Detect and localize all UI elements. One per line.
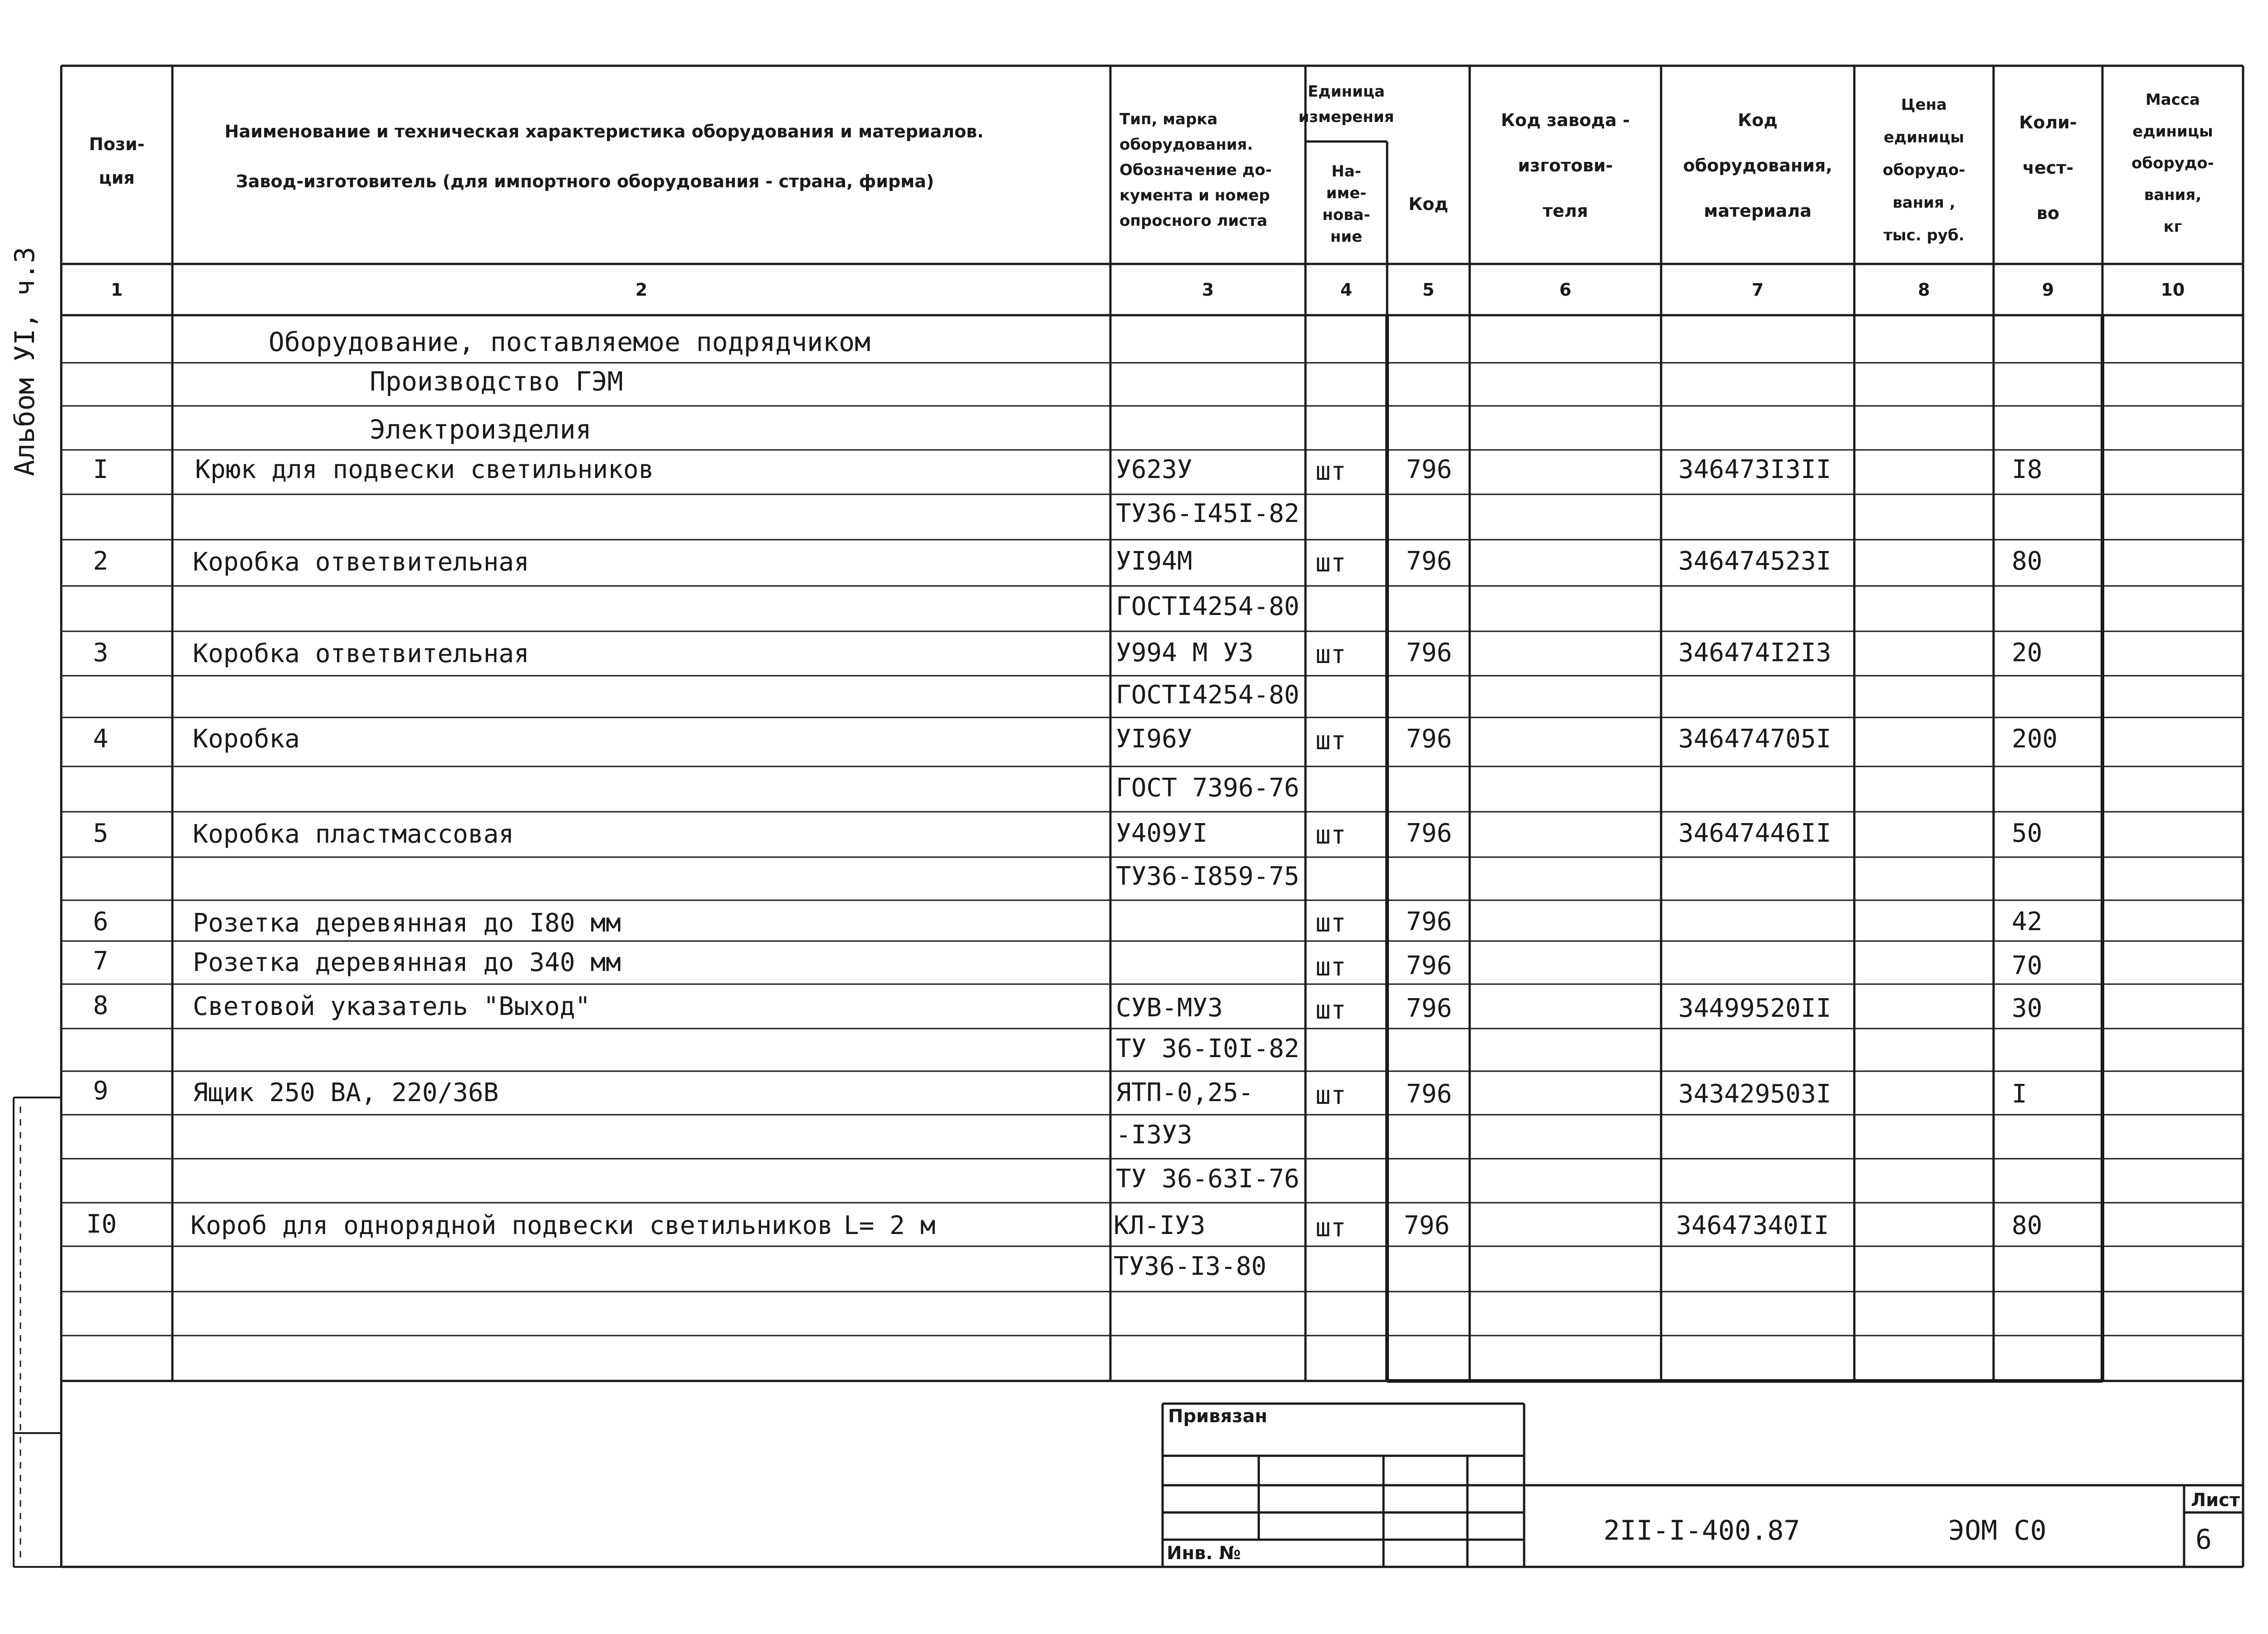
row-9-type: ЯТП-0,25- — [1116, 1078, 1254, 1107]
row-9-qty: I — [2012, 1079, 2027, 1109]
row-2-unit-code: 796 — [1406, 546, 1452, 576]
row-1-type-doc: ТУ36-I45I-82 — [1116, 499, 1300, 528]
row-1-position: I — [93, 455, 108, 484]
header-unit-name: На- име- нова- ние — [1322, 162, 1370, 246]
row-10-qty: 80 — [2012, 1211, 2043, 1240]
document-mark: ЭОМ С0 — [1948, 1515, 2047, 1546]
sheet-label: Лист — [2191, 1490, 2240, 1511]
colnum-5: 5 — [1422, 279, 1435, 300]
row-10-type-doc: ТУ36-I3-80 — [1114, 1252, 1267, 1281]
row-7-position: 7 — [93, 946, 108, 976]
row-4-name: Коробка — [193, 724, 300, 754]
row-6-qty: 42 — [2012, 907, 2043, 937]
row-4-code: 346474705I — [1678, 724, 1832, 754]
row-2-name: Коробка ответвительная — [193, 547, 529, 577]
row-3-code: 346474I2I3 — [1678, 638, 1832, 668]
row-5-type: У409УI — [1116, 819, 1208, 848]
row-8-position: 8 — [93, 991, 108, 1020]
row-4-type: УI96У — [1116, 724, 1193, 754]
colnum-10: 10 — [2160, 279, 2185, 300]
row-3-type: У994 М УЗ — [1116, 638, 1254, 668]
colnum-6: 6 — [1559, 279, 1572, 300]
row-7-name: Розетка деревянная до 340 мм — [193, 948, 621, 977]
row-7-unit: шт — [1315, 952, 1346, 982]
row-5-type-doc: ТУ36-I859-75 — [1116, 862, 1300, 891]
row-9-code: 343429503I — [1678, 1079, 1832, 1109]
row-9-type-cont: -I3УЗ — [1116, 1120, 1193, 1150]
row-1-code: 346473I3II — [1678, 455, 1832, 484]
row-2-unit: шт — [1315, 548, 1346, 578]
colnum-9: 9 — [2042, 279, 2054, 300]
colnum-1: 1 — [111, 279, 123, 300]
row-2-type-doc: ГОСТI4254-80 — [1116, 592, 1300, 621]
row-10-length: L= 2 м — [844, 1211, 936, 1240]
row-9-unit-code: 796 — [1406, 1079, 1452, 1109]
album-side-label: Альбом УI, ч.3 — [9, 247, 41, 476]
row-5-qty: 50 — [2012, 819, 2043, 848]
row-6-unit-code: 796 — [1406, 907, 1452, 937]
row-10-code: 34647340II — [1676, 1211, 1829, 1240]
row-5-name: Коробка пластмассовая — [193, 819, 514, 849]
row-1-name: Крюк для подвески светильников — [195, 455, 654, 484]
header-unit-code: Код — [1408, 194, 1448, 214]
row-1-unit-code: 796 — [1406, 455, 1452, 484]
row-9-unit: шт — [1315, 1081, 1346, 1110]
colnum-8: 8 — [1918, 279, 1930, 300]
row-4-unit: шт — [1315, 726, 1346, 756]
row-10-position: I0 — [86, 1210, 117, 1239]
section-production: Производство ГЭМ — [370, 366, 623, 397]
row-3-type-doc: ГОСТI4254-80 — [1116, 680, 1300, 710]
row-10-unit: шт — [1315, 1213, 1346, 1243]
row-8-code: 34499520II — [1678, 994, 1832, 1023]
row-3-unit-code: 796 — [1406, 638, 1452, 668]
row-2-qty: 80 — [2012, 546, 2043, 576]
row-3-unit: шт — [1315, 640, 1346, 669]
inventory-number-label: Инв. № — [1167, 1543, 1241, 1564]
bound-label: Привязан — [1168, 1406, 1268, 1427]
header-position: Пози- ция — [89, 134, 145, 188]
row-8-unit: шт — [1315, 995, 1346, 1025]
row-3-position: 3 — [93, 638, 108, 668]
row-4-type-doc: ГОСТ 7396-76 — [1116, 773, 1300, 803]
row-9-position: 9 — [93, 1076, 108, 1106]
document-code: 2II-I-400.87 — [1603, 1515, 1800, 1546]
header-factory-code: Код завода - изготови- теля — [1501, 110, 1630, 221]
header-quantity: Коли- чест- во — [2019, 112, 2077, 223]
row-1-qty: I8 — [2012, 455, 2043, 484]
row-10-name: Короб для однорядной подвески светильников — [191, 1211, 833, 1240]
colnum-3: 3 — [1202, 279, 1214, 300]
row-6-name: Розетка деревянная до I80 мм — [193, 908, 621, 938]
row-10-unit-code: 796 — [1404, 1211, 1450, 1240]
row-8-type-doc: ТУ 36-I0I-82 — [1116, 1034, 1300, 1063]
row-8-type: СУВ-МУЗ — [1116, 993, 1223, 1023]
row-7-unit-code: 796 — [1406, 951, 1452, 980]
header-type: Тип, марка оборудования. Обозначение до- кумента и номер опросного листа — [1119, 110, 1272, 230]
section-electrical: Электроизделия — [370, 414, 591, 445]
row-1-type: У623У — [1116, 455, 1193, 484]
row-8-unit-code: 796 — [1406, 994, 1452, 1023]
header-unit-group: Единица измерения — [1298, 83, 1394, 126]
row-4-position: 4 — [93, 724, 108, 754]
sheet-number: 6 — [2195, 1524, 2212, 1556]
row-8-name: Световой указатель "Выход" — [193, 992, 591, 1021]
colnum-7: 7 — [1751, 279, 1764, 300]
row-2-position: 2 — [93, 546, 108, 576]
row-5-code: 34647446II — [1678, 819, 1832, 848]
section-supplier: Оборудование, поставляемое подрядчиком — [269, 327, 870, 357]
header-name-line2: Завод-изготовитель (для импортного оборудования - страна, фирма) — [236, 171, 934, 191]
header-price: Цена единицы оборудо- вания , тыс. руб. — [1882, 96, 1965, 244]
row-7-qty: 70 — [2012, 951, 2043, 980]
row-2-code: 346474523I — [1678, 546, 1832, 576]
colnum-4: 4 — [1340, 279, 1353, 300]
row-3-qty: 20 — [2012, 638, 2043, 668]
header-equipment-code: Код оборудования, материала — [1683, 110, 1833, 221]
row-8-qty: 30 — [2012, 994, 2043, 1023]
row-5-unit-code: 796 — [1406, 819, 1452, 848]
row-6-unit: шт — [1315, 908, 1346, 938]
row-4-qty: 200 — [2012, 724, 2058, 754]
header-name-line1: Наименование и техническая характеристика оборудования и материалов. — [225, 122, 984, 141]
row-5-unit: шт — [1315, 820, 1346, 850]
row-5-position: 5 — [93, 819, 108, 848]
colnum-2: 2 — [635, 279, 648, 300]
row-3-name: Коробка ответвительная — [193, 639, 529, 668]
row-10-type: КЛ-IУЗ — [1114, 1211, 1206, 1240]
row-6-position: 6 — [93, 907, 108, 937]
row-2-type: УI94М — [1116, 546, 1193, 576]
row-9-type-doc: ТУ 36-63I-76 — [1116, 1164, 1300, 1194]
header-mass: Масса единицы оборудо- вания, кг — [2131, 91, 2214, 236]
row-4-unit-code: 796 — [1406, 724, 1452, 754]
row-1-unit: шт — [1315, 457, 1346, 486]
row-9-name: Ящик 250 ВА, 220/36В — [193, 1078, 499, 1107]
